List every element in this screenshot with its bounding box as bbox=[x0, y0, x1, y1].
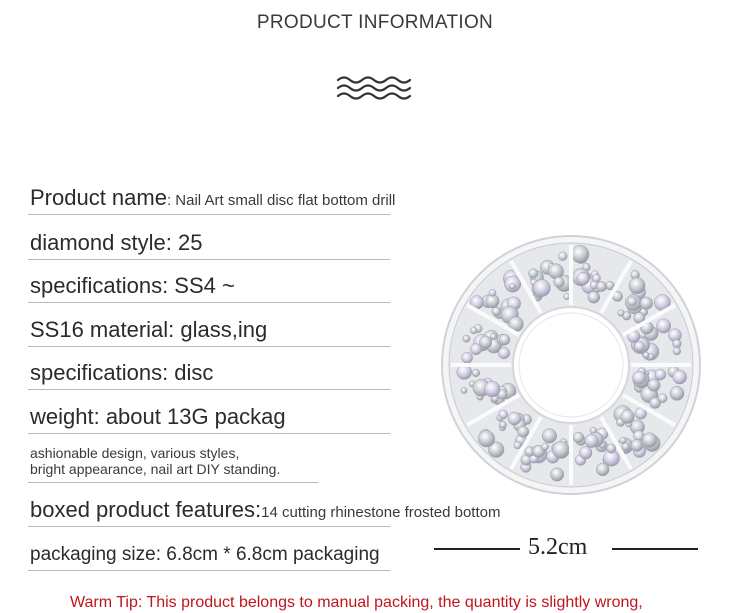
diamond-style: diamond style: 25 bbox=[30, 230, 203, 255]
rhinestone bbox=[550, 468, 563, 481]
rhinestone bbox=[508, 412, 521, 425]
rhinestone bbox=[499, 421, 506, 428]
divider bbox=[28, 389, 390, 390]
rhinestone bbox=[470, 327, 477, 334]
rhinestone bbox=[673, 347, 681, 355]
rhinestone bbox=[673, 370, 687, 384]
rhinestone bbox=[462, 352, 473, 363]
rhinestone bbox=[628, 297, 637, 306]
rhinestone bbox=[479, 336, 492, 349]
dimension-line-right bbox=[612, 548, 698, 550]
description-line-1: ashionable design, various styles, bbox=[30, 445, 240, 461]
features-value: 14 cutting rhinestone frosted bottom bbox=[261, 504, 501, 521]
rhinestone bbox=[648, 379, 660, 391]
rhinestone bbox=[673, 339, 682, 348]
rhinestone bbox=[634, 341, 644, 351]
rhinestone bbox=[514, 442, 521, 449]
rhinestone bbox=[588, 291, 600, 303]
rhinestone bbox=[579, 446, 592, 459]
features-row bbox=[30, 497, 500, 523]
rhinestone bbox=[499, 410, 508, 419]
rhinestone bbox=[499, 334, 510, 345]
features-label: boxed product features: bbox=[30, 497, 262, 522]
rhinestone bbox=[489, 289, 496, 296]
rhinestone bbox=[618, 310, 625, 317]
rhinestone-disc bbox=[440, 234, 702, 496]
rhinestone bbox=[558, 252, 567, 261]
rhinestone bbox=[642, 433, 657, 448]
divider bbox=[28, 526, 390, 527]
rhinestone bbox=[542, 429, 557, 444]
rhinestone bbox=[596, 281, 606, 291]
rhinestone bbox=[643, 352, 649, 358]
divider bbox=[28, 346, 390, 347]
product-name-row bbox=[30, 185, 395, 211]
divider bbox=[28, 570, 390, 571]
divider bbox=[28, 433, 390, 434]
rhinestone bbox=[629, 277, 645, 293]
rhinestone bbox=[463, 335, 470, 342]
divider bbox=[28, 482, 318, 483]
rhinestone bbox=[640, 297, 653, 310]
diameter-label: 5.2cm bbox=[528, 534, 588, 560]
divider bbox=[28, 302, 390, 303]
material: SS16 material: glass,ing bbox=[30, 317, 268, 342]
rhinestone bbox=[585, 434, 599, 448]
rhinestone bbox=[509, 283, 515, 289]
warm-tip: Warm Tip: This product belongs to manual packing, the quantity is slightly wrong, bbox=[70, 594, 643, 611]
rhinestone bbox=[571, 245, 589, 263]
page-title: PRODUCT INFORMATION bbox=[256, 12, 494, 33]
rhinestone bbox=[577, 272, 590, 285]
packaging-size: packaging size: 6.8cm * 6.8cm packaging bbox=[30, 544, 380, 565]
specifications-size: specifications: SS4 ~ bbox=[30, 273, 235, 298]
dimension-line-left bbox=[434, 548, 520, 550]
weight: weight: about 13G packag bbox=[30, 404, 286, 429]
rhinestone bbox=[620, 437, 626, 443]
rhinestone bbox=[670, 386, 684, 400]
rhinestone bbox=[542, 443, 549, 450]
rhinestone bbox=[655, 369, 666, 380]
rhinestone bbox=[633, 371, 646, 384]
rhinestone bbox=[461, 387, 467, 393]
specifications-shape: specifications: disc bbox=[30, 360, 214, 385]
rhinestone bbox=[650, 397, 661, 408]
rhinestone bbox=[548, 264, 563, 279]
rhinestone bbox=[472, 369, 480, 377]
rhinestone bbox=[498, 347, 509, 358]
product-name-value: : Nail Art small disc flat bottom drill bbox=[166, 192, 396, 209]
rhinestone bbox=[631, 439, 643, 451]
wave-icon bbox=[336, 74, 414, 104]
rhinestone bbox=[533, 279, 550, 296]
divider bbox=[28, 259, 390, 260]
rhinestone bbox=[518, 426, 529, 437]
rhinestone bbox=[607, 444, 616, 453]
divider bbox=[28, 214, 390, 215]
rhinestone bbox=[573, 432, 584, 443]
rhinestone bbox=[564, 293, 570, 299]
rhinestone bbox=[554, 277, 565, 288]
description-line-2: bright appearance, nail art DIY standing. bbox=[30, 461, 281, 477]
product-name-label: Product name bbox=[30, 185, 167, 210]
rhinestone bbox=[620, 410, 634, 424]
rhinestone bbox=[484, 381, 500, 397]
rhinestone bbox=[552, 441, 569, 458]
rhinestone bbox=[492, 307, 501, 316]
rhinestone bbox=[656, 319, 670, 333]
rhinestone bbox=[528, 269, 538, 279]
rhinestone bbox=[478, 431, 494, 447]
